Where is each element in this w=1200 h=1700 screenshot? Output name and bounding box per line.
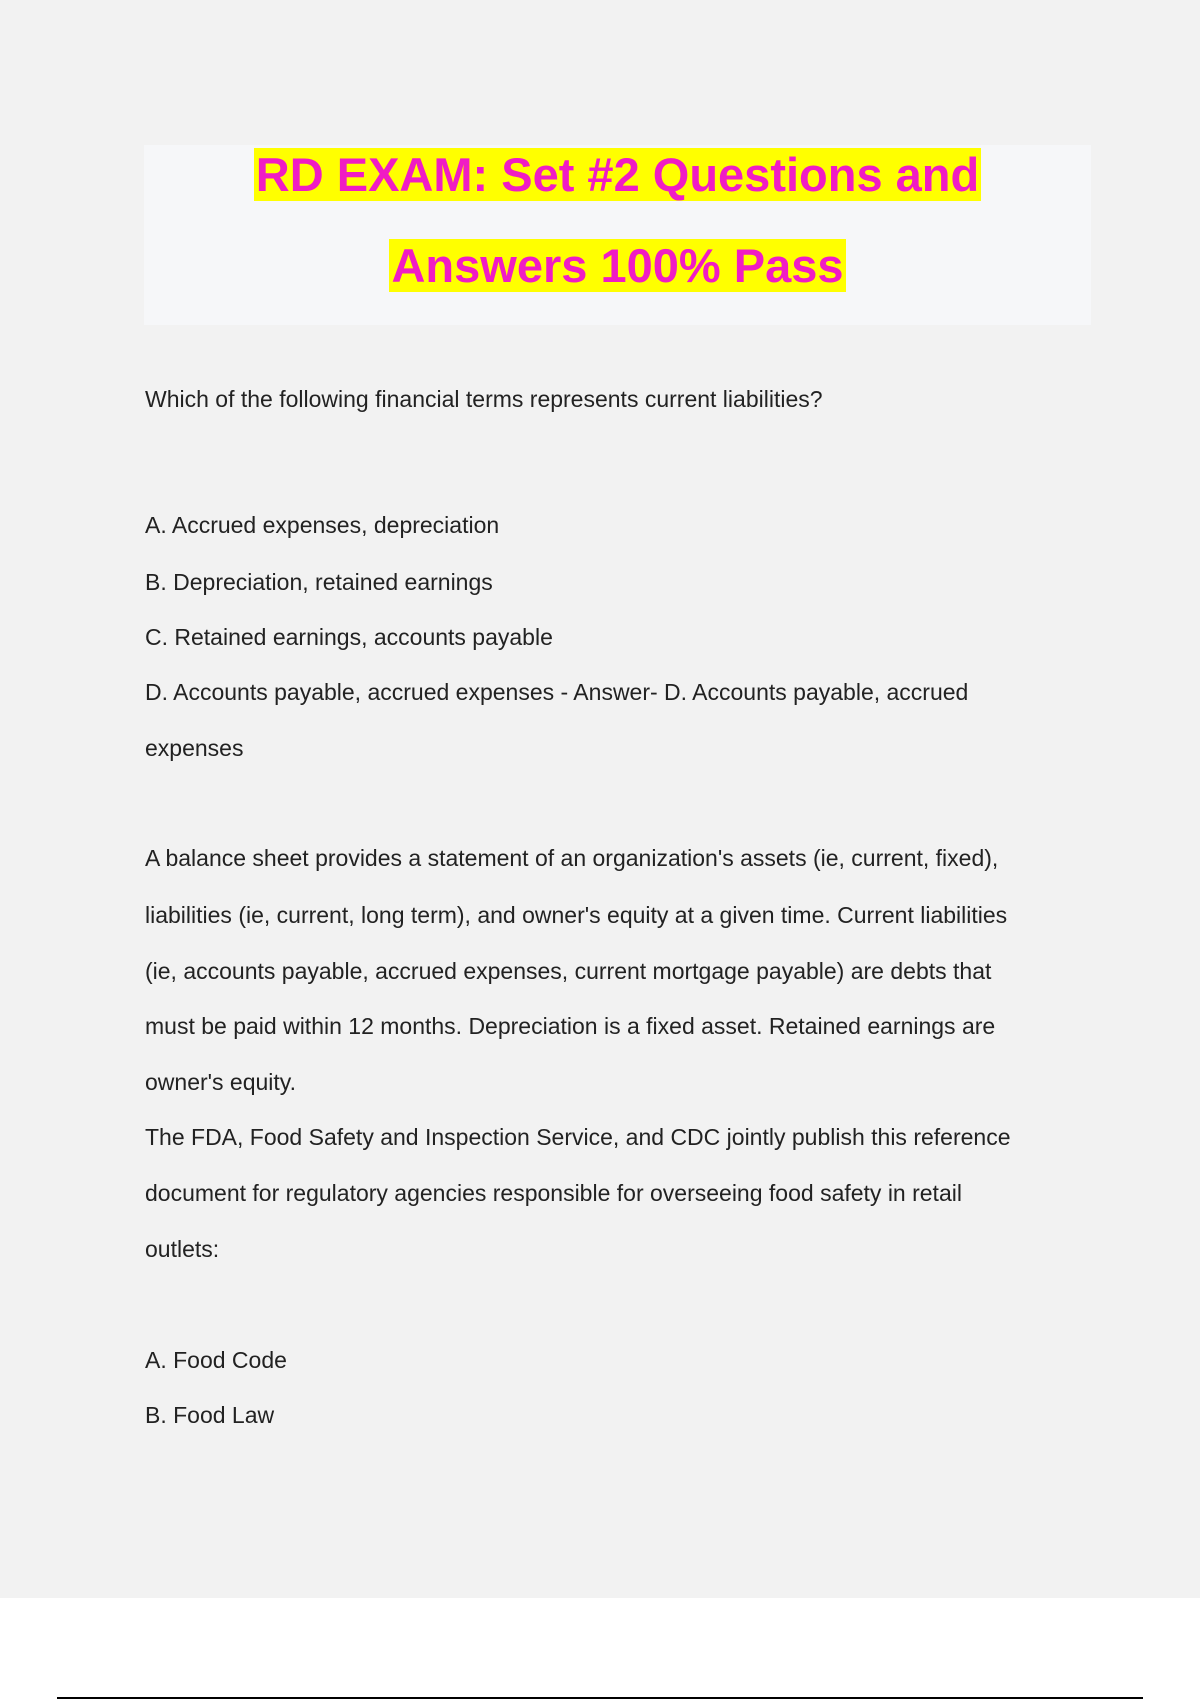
question-1-option-c: C. Retained earnings, accounts payable: [145, 624, 553, 650]
page-title-line-1: RD EXAM: Set #2 Questions and: [255, 148, 980, 201]
question-2-prompt-line-3: outlets:: [145, 1236, 220, 1262]
explanation-line-3: (ie, accounts payable, accrued expenses, current mortgage payable) are debts that: [145, 958, 992, 984]
question-2-prompt-line-2: document for regulatory agencies responsible for overseeing food safety in retail: [145, 1180, 962, 1206]
question-1-prompt: Which of the following financial terms represents current liabilities?: [145, 386, 823, 412]
explanation-line-5: owner's equity.: [145, 1069, 296, 1095]
footer-divider: [57, 1697, 1143, 1699]
question-1-option-b: B. Depreciation, retained earnings: [145, 569, 493, 595]
question-1-option-d-continued: expenses: [145, 735, 244, 761]
question-2-option-a: A. Food Code: [145, 1347, 287, 1373]
page-title-line-2: Answers 100% Pass: [391, 239, 844, 292]
question-2-prompt-line-1: The FDA, Food Safety and Inspection Service, and CDC jointly publish this reference: [145, 1124, 1011, 1150]
explanation-line-1: A balance sheet provides a statement of an organization's assets (ie, current, fixed),: [145, 845, 999, 871]
title-block: [144, 145, 1091, 325]
question-1-option-a: A. Accrued expenses, depreciation: [145, 512, 500, 538]
question-2-option-b: B. Food Law: [145, 1402, 275, 1428]
explanation-line-2: liabilities (ie, current, long term), and owner's equity at a given time. Current liabilities: [145, 902, 1008, 928]
explanation-line-4: must be paid within 12 months. Depreciation is a fixed asset. Retained earnings are: [145, 1013, 996, 1039]
question-1-option-d: D. Accounts payable, accrued expenses - Answer- D. Accounts payable, accrued: [145, 679, 969, 705]
